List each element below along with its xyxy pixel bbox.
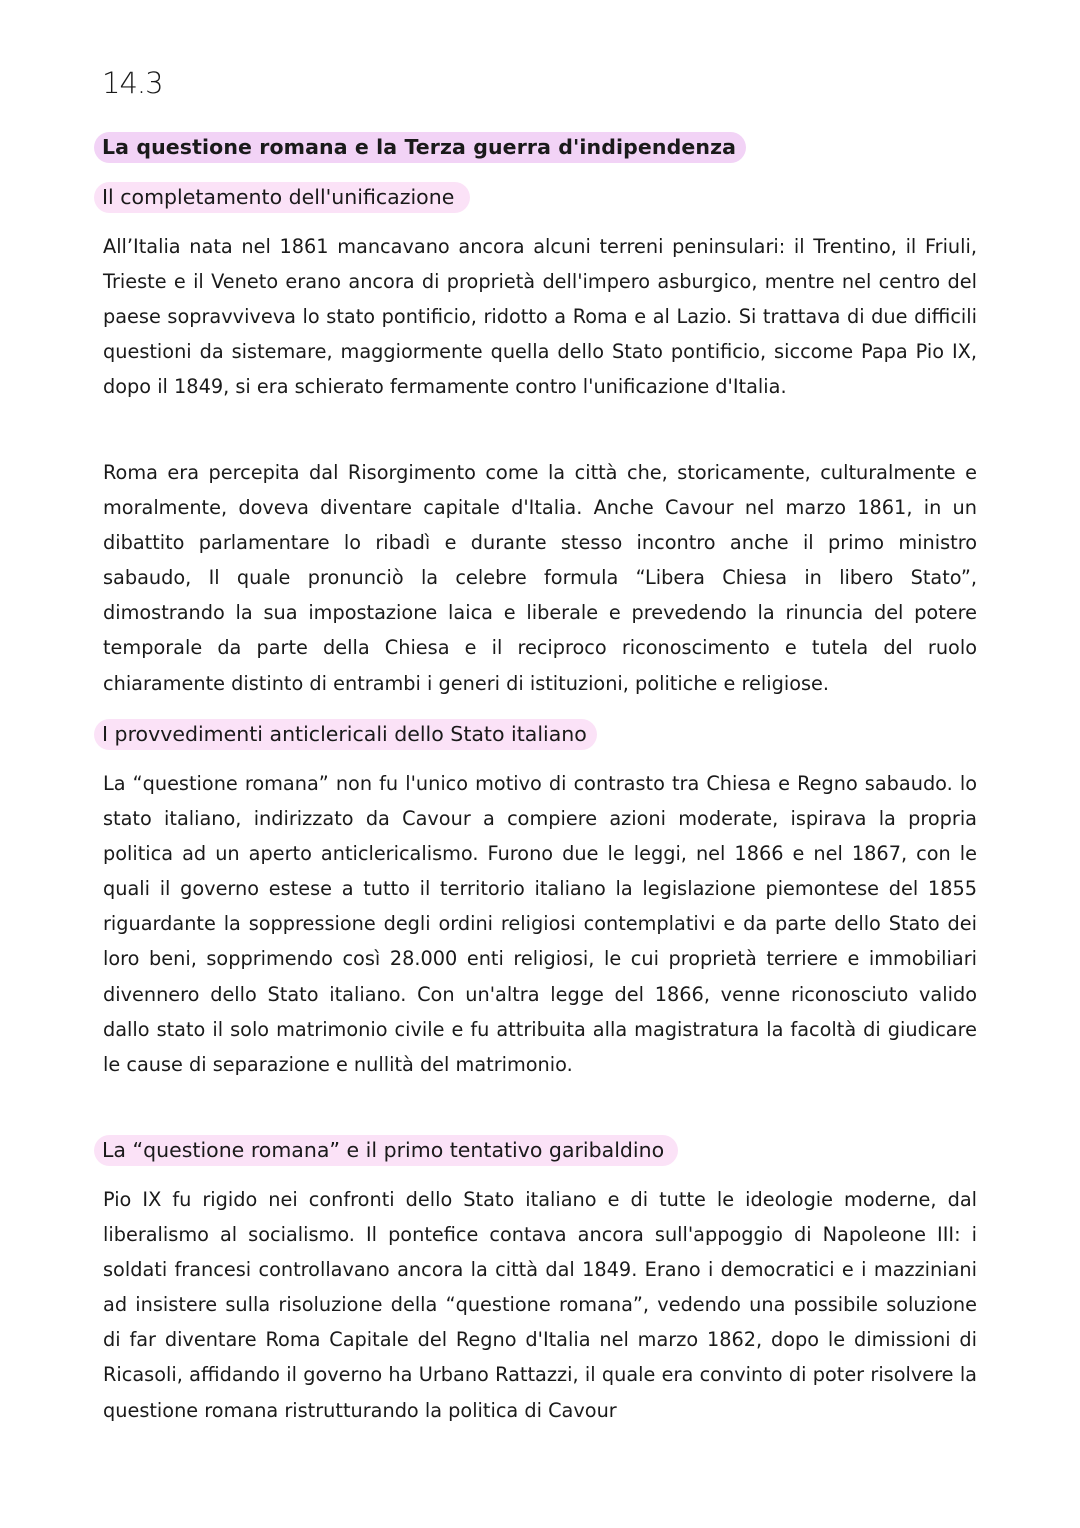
section-number: 14.3 xyxy=(102,66,163,100)
paragraph-questione-romana: Pio IX fu rigido nei confronti dello Stato italiano e di tutte le ideologie moderne, dal liberalismo al socialismo. Il pontefice contava ancora sull'appoggio di Napoleone III: i soldati francesi controllavano ancora la città dal 1849. Erano i democratici e i mazziniani ad insistere sulla risoluzione della “questione romana”, vedendo una possibile soluzione di far diventare Roma Capitale del Regno d'Italia nel marzo 1862, dopo le dimissioni di Ricasoli, affidando il governo ha Urbano Rattazzi, il quale era convinto di poter risolvere la questione romana ristrutturando la politica di Cavour xyxy=(103,1188,977,1422)
subheading-provvedimenti: I provvedimenti anticlericali dello Stato italiano xyxy=(94,719,597,750)
paragraph-completamento: All’Italia nata nel 1861 mancavano ancora alcuni terreni peninsulari: il Trentino, il Friuli, Trieste e il Veneto erano ancora di proprietà dell'impero asburgico, mentre nel centro del paese sopravviveva lo stato pontificio, ridotto a Roma e al Lazio. Si trattava di due difficili questioni da sistemare, maggiormente quella dello Stato pontificio, siccome Papa Pio IX, dopo il 1849, si era schierato fermamente contro l'unificazione d'Italia. xyxy=(103,235,977,399)
paragraph-provvedimenti: La “questione romana” non fu l'unico motivo di contrasto tra Chiesa e Regno sabaudo. lo stato italiano, indirizzato da Cavour a compiere azioni moderate, ispirava la propria politica ad un aperto anticlericalismo. Furono due le leggi, nel 1866 e nel 1867, con le quali il governo estese a tutto il territorio italiano la legislazione piemontese del 1855 riguardante la soppressione degli ordini religiosi contemplativi e da parte dello Stato dei loro beni, sopprimendo così 28.000 enti religiosi, le cui proprietà terriere e immobiliari divennero dello Stato italiano. Con un'altra legge del 1866, venne riconosciuto valido dallo stato il solo matrimonio civile e fu attribuita alla magistratura la facoltà di giudicare le cause di separazione e nullità del matrimonio. xyxy=(103,772,977,1076)
paragraph-roma-capitale: Roma era percepita dal Risorgimento come la città che, storicamente, culturalmente e moralmente, doveva diventare capitale d'Italia. Anche Cavour nel marzo 1861, in un dibattito parlamentare lo ribadì e durante stesso incontro anche il primo ministro sabaudo, Il quale pronunciò la celebre formula “Libera Chiesa in libero Stato”, dimostrando la sua impostazione laica e liberale e prevedendo la rinuncia del potere temporale da parte della Chiesa e il reciproco riconoscimento e tutela del ruolo chiaramente distinto di entrambi i generi di istituzioni, politiche e religiose. xyxy=(103,461,977,695)
subheading-completamento: Il completamento dell'unificazione xyxy=(94,182,470,213)
main-heading: La questione romana e la Terza guerra d'indipendenza xyxy=(94,132,746,163)
subheading-questione-romana: La “questione romana” e il primo tentativo garibaldino xyxy=(94,1135,678,1166)
